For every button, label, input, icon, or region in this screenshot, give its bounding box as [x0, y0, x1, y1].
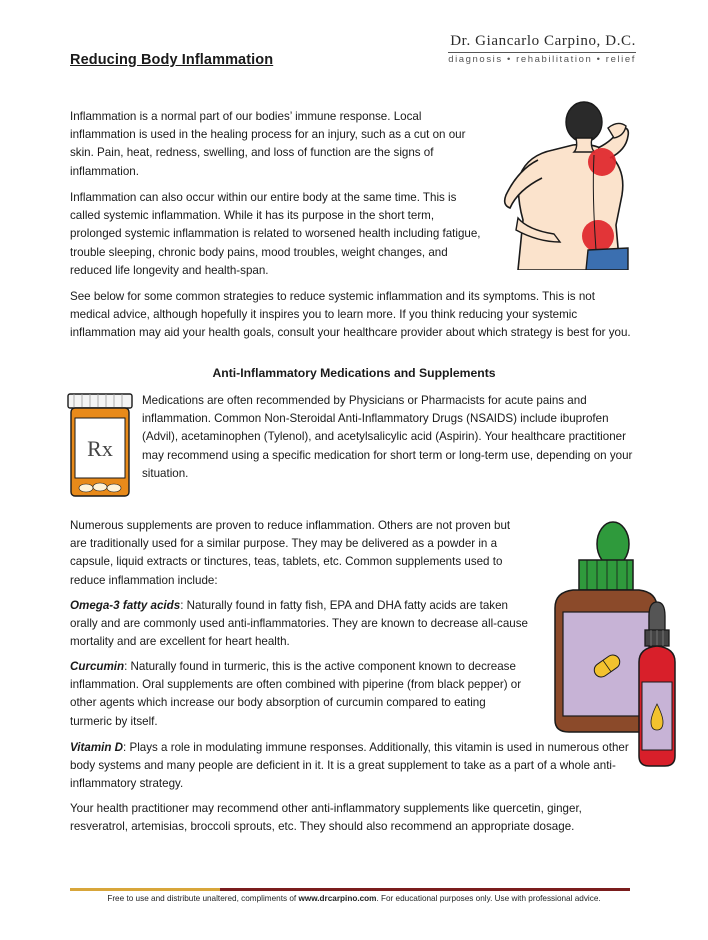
- intro-paragraph-2: Inflammation can also occur within our entire body at the same time. This is called systemic inflammation. While it has its purpose in the short term, prolonged systemic inflammation is related to worsened health including fatigue, trouble sleeping, chronic body pains, mood troubles, weight changes, and reduced life longevity and health-span.: [70, 191, 481, 277]
- omega-3-term: Omega-3 fatty acids: [70, 599, 181, 612]
- section-heading: Anti-Inflammatory Medications and Supplements: [212, 366, 496, 380]
- vitamin-d-term: Vitamin D: [70, 741, 124, 754]
- footer-website-link[interactable]: www.drcarpino.com: [298, 894, 377, 903]
- footer-text-after: . For educational purposes only. Use with professional advice.: [376, 894, 601, 903]
- supplements-paragraph: Numerous supplements are proven to reduce inflammation. Others are not proven but are traditionally used for a similar purpose. They may be delivered as a powder in a capsule, liquid extracts or tinctures, teas, tablets, etc. Common supplements used to reduce inflammation include:: [70, 519, 511, 587]
- footer-divider-red: [220, 888, 630, 891]
- curcumin-paragraph: [70, 658, 530, 731]
- curcumin-term: Curcumin: [70, 660, 125, 673]
- vitamin-d-text: : Plays a role in modulating immune responses. Additionally, this vitamin is used in numerous other body systems and many people are deficient in it. It is a great supplement to take as a part of a whole anti-inflammatory strategy.: [70, 741, 629, 791]
- intro-paragraph-3: See below for some common strategies to reduce systemic inflammation and its symptoms. This is not medical advice, although hopefully it inspires you to learn more. If you think reducing your systemic inflammation may aid your health goals, consult your healthcare provider about which strategy is best for you.: [70, 290, 631, 340]
- footer-note: [0, 894, 708, 903]
- brand-divider: [448, 52, 636, 53]
- medications-paragraph: Medications are often recommended by Physicians or Pharmacists for acute pains and inflammation. Common Non-Steroidal Anti-Inflammatory Drugs (NSAIDS) include ibuprofen (Advil), acetaminophen (Tylenol), and acetylsalicylic acid (Aspirin). Your healthcare practitioner may recommend using a specific medication for short term or long-term use, depending on your situation.: [142, 394, 633, 480]
- pill-bottle-illustration: [66, 392, 134, 498]
- omega-3-text: : Naturally found in fatty fish, EPA and DHA fatty acids are taken orally and are commonly used anti-inflammatories. They are known to decrease all-cause mortality and are excellent for heart health.: [70, 599, 528, 649]
- footer-text-before: Free to use and distribute unaltered, compliments of: [107, 894, 299, 903]
- omega-3-paragraph: [70, 597, 530, 652]
- brand-tagline: diagnosis • rehabilitation • relief: [448, 54, 636, 65]
- brand-logo: [448, 33, 636, 65]
- rx-label: Rx: [87, 436, 113, 461]
- intro-paragraph-1: Inflammation is a normal part of our bodies’ immune response. Local inflammation is used in the healing process for an injury, such as a cut on our skin. Pain, heat, redness, swelling, and loss of function are the signs of inflammation.: [70, 110, 466, 178]
- page-title: Reducing Body Inflammation: [70, 52, 274, 68]
- closing-paragraph: Your health practitioner may recommend other anti-inflammatory supplements like quercetin, ginger, resveratrol, artemisias, broccoli sprouts, etc. They should also recommend an appropriate dosage.: [70, 802, 582, 834]
- footer-divider: [70, 888, 630, 891]
- footer-divider-gold: [70, 888, 220, 891]
- supplement-bottles-illustration: [545, 520, 695, 770]
- back-pain-illustration: [498, 100, 640, 270]
- brand-name: Dr. Giancarlo Carpino, D.C.: [450, 33, 636, 49]
- curcumin-text: : Naturally found in turmeric, this is the active component known to decrease inflammation. Oral supplements are often combined with piperine (from black pepper) or other agents which increase our body absorption of curcumin compared to eating turmeric by itself.: [70, 660, 522, 728]
